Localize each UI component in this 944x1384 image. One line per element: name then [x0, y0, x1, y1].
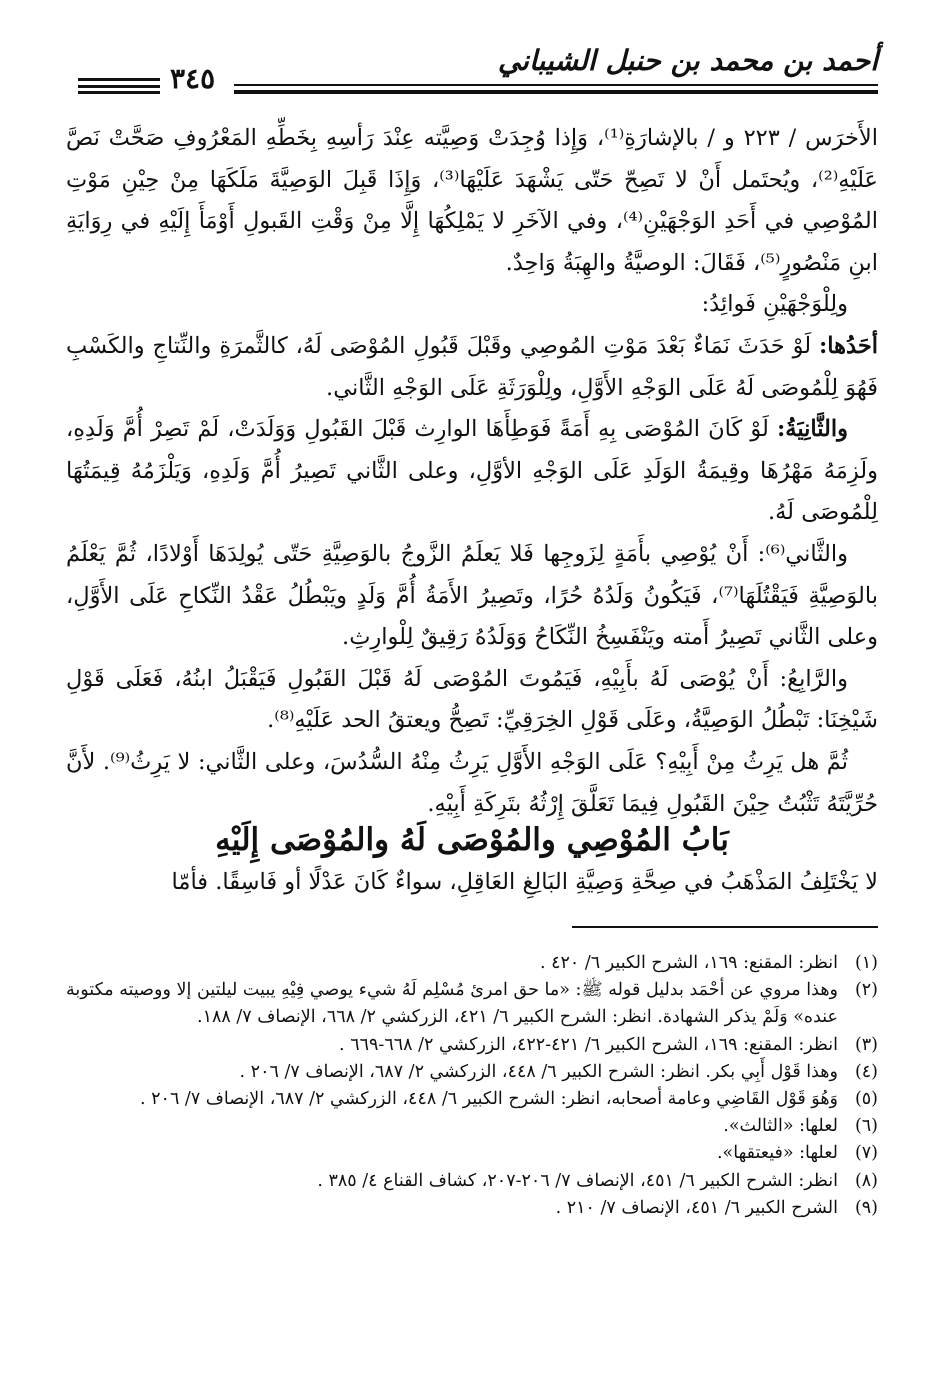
footnote-text: الشرح الكبير ٦/ ٤٥١، الإنصاف ٧/ ٢١٠ . — [555, 1197, 838, 1218]
footnote-text: وهذا قَوْل أَبِي بكر. انظر: الشرح الكبير ٦/ ٤٤٨، الزركشي ٢/ ٦٨٧، الإنصاف ٧/ ٢٠٦ . — [239, 1061, 838, 1082]
footnote-number: (٥) — [854, 1089, 878, 1110]
footnote — [66, 1032, 878, 1059]
footnote-number: (٤) — [854, 1061, 878, 1082]
footnote — [66, 1195, 878, 1222]
footnote-text: وهذا مروي عن أحْمَد بدليل قوله ﷺ: «ما حق امرئ مُسْلِم لَهُ شيء يوصي فِيْهِ يبيت ليلتين إلا ووصيته مكتوبة عنده» وَلَمْ يذكر الشهادة. انظر: الشرح الكبير ٦/ ٤٢١، الزركشي ٢/ ٦٦٨، الإنصاف ٧/ ١٨٨. — [66, 980, 838, 1028]
footnote-text: انظر: الشرح الكبير ٦/ ٤٥١، الإنصاف ٧/ ٢٠٦-٢٠٧، كشاف القناع ٤/ ٣٨٥ . — [317, 1170, 838, 1191]
paragraph-7: ثُمَّ هل يَرِثُ مِنْ أَبِيْهِ؟ عَلَى الوَجْهِ الأَوَّلِ يَرِثُ مِنْهُ السُّدُسَ، وعلى الثَّاني: لا يَرِثُ⁽⁹⁾. لأَنَّ حُرِّيَّتَهُ تَثْبُتُ حِيْنَ القَبُولِ فِيمَا تَعَلَّقَ إِرْثُهُ بتَرِكَةِ أَبِيْهِ. — [66, 748, 878, 817]
paragraph-6: والرَّابِعُ: أَنْ يُوْصَى لَهُ بأَبِيْهِ، فَيَمُوتَ المُوْصَى لَهُ قَبْلَ القَبُولِ فَيَقْبَلُ ابنُهُ، فَعَلَى قَوْلِ شَيْخِنَا: تَبْطُلُ الوَصِيَّةُ، وعَلَى قَوْلِ الخِرَقِيِّ: تَصِحُّ ويعتقُ الحد عَلَيْهِ⁽⁸⁾. — [66, 665, 878, 734]
footnote — [66, 977, 878, 1031]
footnote-text: لعلها: «فيعتقها». — [716, 1143, 838, 1164]
header-rule-right — [234, 84, 878, 94]
header-rule-left — [78, 78, 160, 94]
footnote — [66, 1059, 878, 1086]
paragraph-4-label: والثَّانِيَةُ: — [776, 416, 848, 443]
main-text — [66, 118, 878, 825]
paragraph-3 — [66, 326, 878, 409]
footnote — [66, 1140, 878, 1167]
footnote-text: انظر: المقنع: ١٦٩، الشرح الكبير ٦/ ٤٢١-٤٢٢، الزركشي ٢/ ٦٦٨-٦٦٩ . — [339, 1034, 838, 1055]
footnote-number: (٣) — [854, 1034, 878, 1055]
page-number: ٣٤٥ — [170, 62, 216, 95]
paragraph-2: ولِلْوَجْهَيْنِ فَوائِدُ: — [701, 291, 848, 318]
footnote-number: (٩) — [854, 1197, 878, 1218]
footnote-text: وَهُوَ قَوْل القَاضِي وعامة أصحابه، انظر: الشرح الكبير ٦/ ٤٤٨، الزركشي ٢/ ٦٨٧، الإنصاف ٧/ ٢٠٦ . — [140, 1089, 838, 1110]
footnote-number: (٨) — [854, 1170, 878, 1191]
footnote-number: (١) — [854, 953, 878, 973]
footnote — [66, 950, 878, 977]
footnote-divider — [572, 926, 878, 928]
chapter-opening-text: لا يَخْتَلِفُ المَذْهَبُ في صِحَّةِ وَصِيَّةِ البَالِغِ العَاقِلِ، سواءٌ كَانَ عَدْلًا أو فَاسِقًا. فأمّا — [171, 869, 878, 895]
footnote-number: (٧) — [854, 1143, 878, 1164]
paragraph-4 — [66, 409, 878, 534]
paragraph-4-text: لَوْ كَانَ المُوْصَى بِهِ أَمَةً فَوَطِأَهَا الوارِث قَبْلَ القَبُولِ وَوَلَدَتْ، لَمْ تَصِرْ أُمَّ وَلَدِهِ، ولَزِمَهُ مَهْرُهَا وقِيمَةُ الوَلَدِ عَلَى الوَجْهِ الأوَّلِ، وعلى الثَّاني تَصِيرُ أُمَّ وَلَدِهِ، وَيَلْزَمُهُ قِيمَتُهَا لِلْمُوصَى لَهُ. — [66, 416, 878, 526]
footnote — [66, 1168, 878, 1195]
paragraph-1: الأَخرَس / ٢٢٣ و / بالإشارَةِ⁽¹⁾، وَإِذا وُجِدَتْ وَصِيَّته عِنْدَ رَأسِهِ بِخَطِّهِ المَعْرُوفِ صَحَّتْ نَصَّ عَلَيْهِ⁽²⁾، ويُحتَمل أَنْ لا تَصِحّ حَتّى يَشْهَدَ عَلَيْهَا⁽³⁾، وَإِذَا قَبِلَ الوَصِيَّةَ مَلَكَهَا مِنْ حِيْنِ مَوْتِ المُوْصِي في أَحَدِ الوَجْهَيْنِ⁽⁴⁾، وفي الآخَرِ لا يَمْلِكُهَا إِلَّا مِنْ وَقْتِ القَبولِ أَوْمَأَ إِلَيْهِ في رِوَايَةِ ابنِ مَنْصُورٍ⁽⁵⁾، فَقَالَ: الوصيَّةُ والهِبَةُ وَاحِدٌ. — [66, 125, 878, 276]
running-title: أحمد بن محمد بن حنبل الشيباني — [497, 44, 878, 77]
page-header — [78, 44, 878, 100]
footnote — [66, 1113, 878, 1140]
footnote-number: (٦) — [854, 1116, 878, 1137]
footnotes — [66, 950, 878, 1222]
paragraph-5: والثَّاني⁽⁶⁾: أَنْ يُوْصِي بأَمَةٍ لِزَوجِها فَلا يَعلَمُ الزَّوجُ بالوَصِيَّةِ حَتّى يُولِدَهَا أَوْلادًا، ثُمَّ يَعْلَمُ بالوَصِيَّةِ فَيَقْتُلَهَا⁽⁷⁾، فَيَكُونُ وَلَدُهُ حُرًا، وتَصِيرُ الأَمَةُ أُمَّ وَلَدٍ ويَبْطُلُ عَقْدُ النِّكاحِ عَلَى الأَوَّلِ، وعلى الثَّاني تَصِيرُ أَمته ويَنْفَسِخُ النِّكَاحُ وَوَلَدُهُ رَقِيقٌ لِلْوارِثِ. — [66, 540, 879, 651]
footnote-text: انظر: المقنع: ١٦٩، الشرح الكبير ٦/ ٤٢٠ . — [539, 953, 838, 973]
paragraph-3-text: لَوْ حَدَثَ نَمَاءٌ بَعْدَ مَوْتِ المُوصِي وقَبْلَ قَبُولِ المُوْصَى لَهُ، كالثَّمرَةِ والنِّتاجِ والكَسْبِ فَهُوَ لِلْمُوصَى لَهُ عَلَى الوَجْهِ الأَوَّلِ، ولِلْوَرَثَةِ عَلَى الوَجْهِ الثَّاني. — [66, 332, 878, 401]
chapter-heading: بَابُ المُوْصِي والمُوْصَى لَهُ والمُوْصَى إِلَيْهِ — [215, 822, 729, 858]
paragraph-3-label: أحَدُها: — [819, 332, 878, 359]
footnote-text: لعلها: «الثالث». — [723, 1116, 838, 1137]
footnote-number: (٢) — [854, 980, 878, 1001]
footnote — [66, 1086, 878, 1113]
